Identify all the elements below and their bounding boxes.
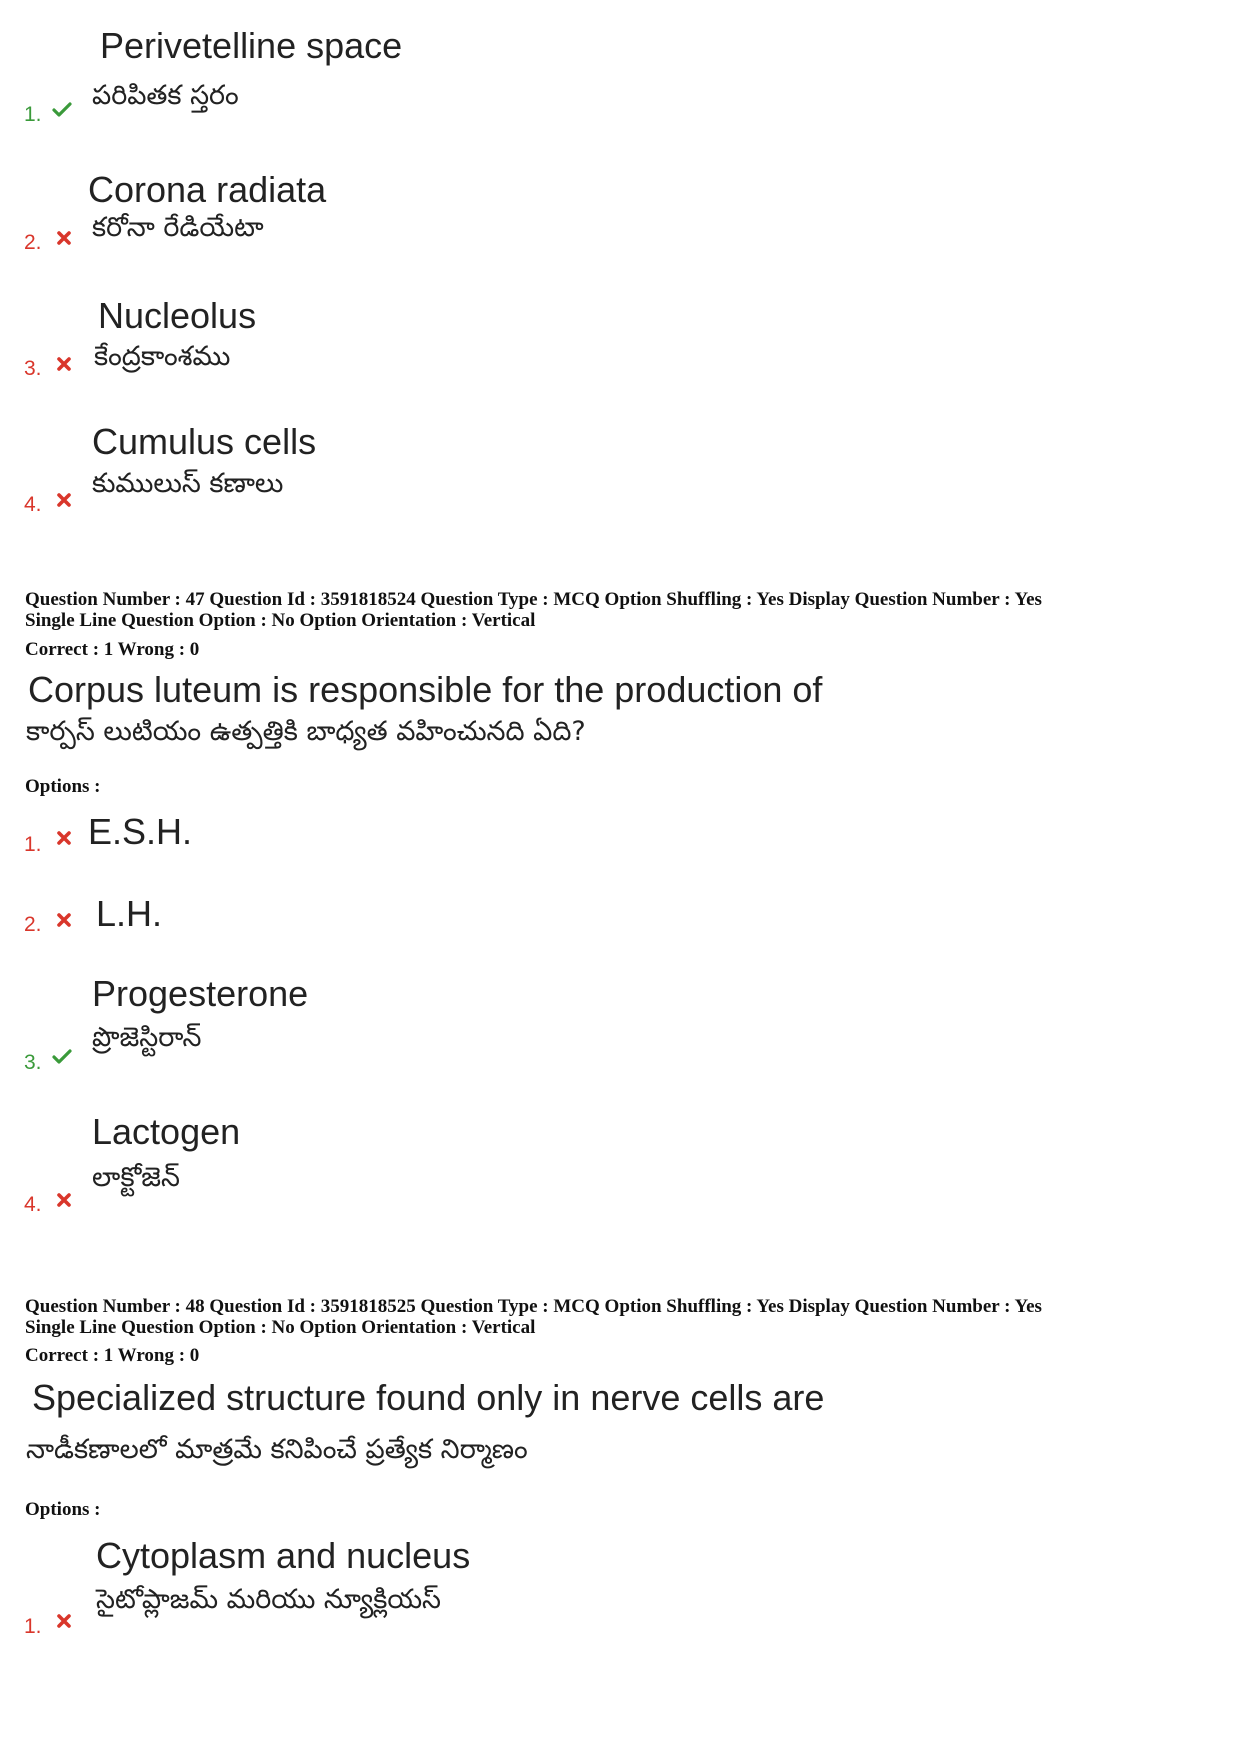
cross-icon [54,354,74,379]
question-meta-line: Single Line Question Option : No Option Orientation : Vertical [25,610,536,631]
option-number: 1. [24,833,42,856]
option-english-text: L.H. [96,893,163,934]
option-english-text: Progesterone [92,973,309,1014]
option-telugu-text: సైటోప్లాజమ్ మరియు న్యూక్లియస్ [96,1584,441,1615]
option-number: 4. [24,493,42,516]
option-telugu-text: పరిపితక స్తరం [92,80,239,111]
check-icon [52,100,72,125]
cross-icon [54,490,74,515]
option-telugu-text: కరోనా రేడియేటా [92,212,264,243]
cross-icon [54,1190,74,1215]
option-number: 3. [24,1051,42,1074]
option-telugu-text: కుములుస్ కణాలు [92,468,284,499]
option-number: 2. [24,913,42,936]
option-english-text: Cumulus cells [92,421,317,462]
option-number: 3. [24,357,42,380]
question-english-text: Corpus luteum is responsible for the production of [28,669,823,710]
option-english-text: Nucleolus [98,295,257,336]
question-telugu-text: కార్పస్ లుటియం ఉత్పత్తికి బాధ్యత వహించునది ఏది? [26,716,586,747]
option-telugu-text: ప్రొజెస్టిరాన్ [92,1022,202,1053]
option-number: 1. [24,103,42,126]
question-meta-line: Question Number : 48 Question Id : 3591818525 Question Type : MCQ Option Shuffling : Yes Display Question Number : Yes [25,1296,1042,1317]
option-english-text: Corona radiata [88,169,327,210]
option-number: 2. [24,231,42,254]
cross-icon [54,1611,74,1636]
cross-icon [54,828,74,853]
option-english-text: Perivetelline space [100,25,403,66]
options-label: Options : [25,776,101,797]
check-icon [52,1047,72,1072]
cross-icon [54,910,74,935]
option-number: 4. [24,1193,42,1216]
option-number: 1. [24,1615,42,1638]
cross-icon [54,228,74,253]
question-meta-line: Single Line Question Option : No Option Orientation : Vertical [25,1317,536,1338]
marks-line: Correct : 1 Wrong : 0 [25,1345,200,1366]
options-label: Options : [25,1499,101,1520]
option-telugu-text: కేంద్రకాంశము [94,341,231,372]
marks-line: Correct : 1 Wrong : 0 [25,639,200,660]
option-telugu-text: లాక్టోజెన్ [92,1162,180,1193]
question-english-text: Specialized structure found only in nerve cells are [32,1377,825,1418]
option-english-text: E.S.H. [88,811,193,852]
option-english-text: Lactogen [92,1111,241,1152]
option-english-text: Cytoplasm and nucleus [96,1535,471,1576]
question-meta-line: Question Number : 47 Question Id : 3591818524 Question Type : MCQ Option Shuffling : Yes Display Question Number : Yes [25,589,1042,610]
question-telugu-text: నాడీకణాలలో మాత్రమే కనిపించే ప్రత్యేక నిర్మాణం [26,1434,528,1465]
